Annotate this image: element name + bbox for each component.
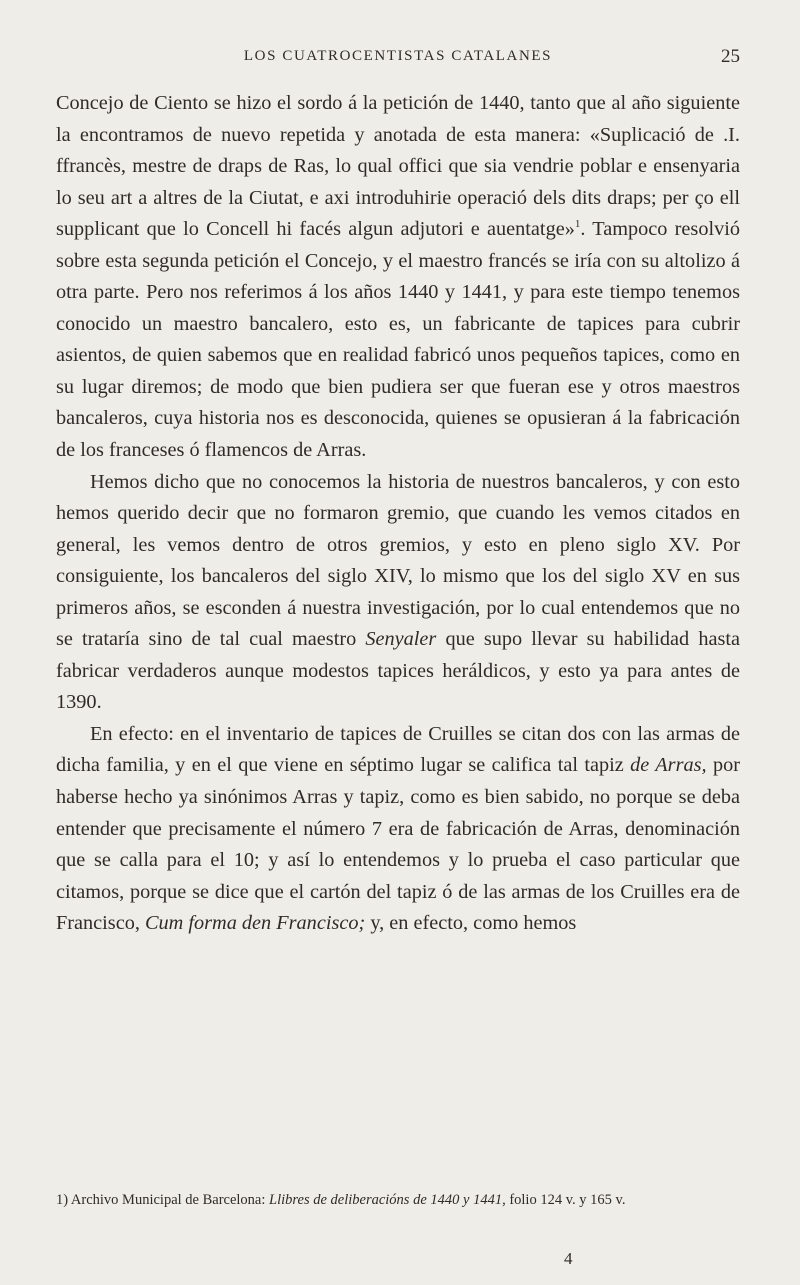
paragraph-2-text-b: que supo llevar su habilidad hasta fabricar verdaderos aunque modestos tapices heráldicos, y esto ya para antes de 1390. xyxy=(56,628,740,714)
paragraph-3-italic-1: de Arras, xyxy=(630,754,707,777)
paragraph-2 xyxy=(56,467,740,719)
paragraph-3-text-b: por haberse hecho ya sinónimos Arras y tapiz, como es bien sabido, no porque se deba entender que precisamente el número 7 era de fabricación de Arras, denominación que se calla para el 10; y así lo entendemos y lo prueba el caso particular que citamos, porque se dice que el cartón del tapiz ó de las armas de los Cruilles era de Francisco, xyxy=(56,754,740,935)
running-title: LOS CUATROCENTISTAS CATALANES xyxy=(243,48,553,64)
paragraph-1 xyxy=(56,88,740,467)
footnote-number: 1) xyxy=(56,1192,69,1208)
paragraph-2-text-a: Hemos dicho que no conocemos la historia de nuestros bancaleros, y con esto hemos querido decir que no formaron gremio, que cuando les vemos citados en general, les vemos dentro de otros gremios, y esto en pleno siglo XV. Por consiguiente, los bancaleros del siglo XIV, lo mismo que los del siglo XV en sus primeros años, se esconden á nuestra investigación, por lo cual entendemos que no se trataría sino de tal cual maestro xyxy=(56,470,740,651)
paragraph-2-italic: Senyaler xyxy=(365,628,437,651)
footnote-text-a: Archivo Municipal de Barcelona: xyxy=(68,1192,270,1208)
paragraph-3-text-c: y, en efecto, como hemos xyxy=(365,912,577,935)
footnote-text-b: folio 124 v. y 165 v. xyxy=(505,1192,626,1208)
running-header xyxy=(56,46,740,72)
paragraph-3 xyxy=(56,719,740,940)
paragraph-1-text-b: . Tampoco resolvió sobre esta segunda petición el Concejo, y el maestro francés se iría con su altolizo á otra parte. Pero nos referimos á los años 1440 y 1441, y para este tiempo tenemos conocido un maestro bancalero, esto es, un fabricante de tapices para cubrir asientos, de quien sabemos que en realidad fabricó unos pequeños tapices, como en su lugar diremos; de modo que bien pudiera ser que fueran ese y otros maestros bancaleros, cuya historia nos es desconocida, quienes se opusieran á la fabricación de los franceses ó flamencos de Arras. xyxy=(56,218,741,462)
footnote xyxy=(56,1189,740,1211)
signature-mark: 4 xyxy=(564,1249,573,1268)
paragraph-3-italic-2: Cum forma den Francisco; xyxy=(145,912,366,935)
page-number: 25 xyxy=(721,46,740,67)
footnote-italic: Llibres de deliberacións de 1440 y 1441, xyxy=(269,1192,506,1208)
body-text xyxy=(56,88,740,940)
footnote-ref: 1 xyxy=(574,218,581,231)
paragraph-3-text-a: En efecto: en el inventario de tapices de Cruilles se citan dos con las armas de dicha familia, y en el que viene en séptimo lugar se califica tal tapiz xyxy=(56,722,740,777)
paragraph-1-text-a: Concejo de Ciento se hizo el sordo á la petición de 1440, tanto que al año siguiente la encontramos de nuevo repetida y anotada de esta manera: «Suplicació de .I. ffrancès, mestre de draps de Ras, lo qual offici que sia vendrie poblar e ensenyaria lo seu art a altres de la Ciutat, e axi introduhirie operació dels dits draps; per ço ell supplicant que lo Concell hi facés algun adjutori e auentatge» xyxy=(56,92,740,241)
